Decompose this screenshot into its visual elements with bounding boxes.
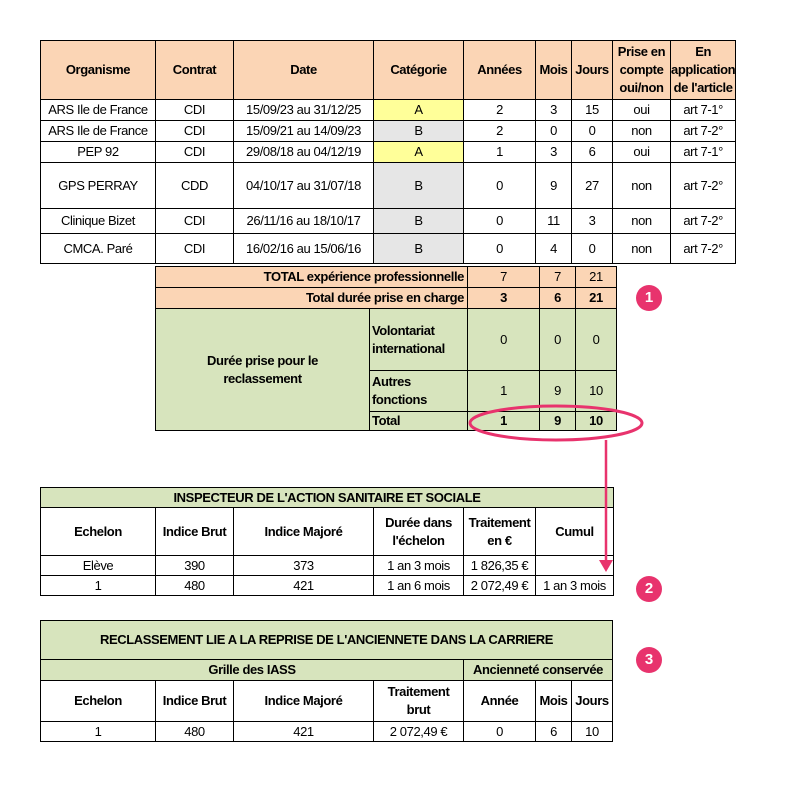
reclassement-total-mois: 9 (540, 412, 576, 431)
brut-cell: 480 (156, 576, 234, 596)
annee-cell: 0 (464, 722, 536, 742)
total-experience-annees: 7 (468, 267, 540, 288)
jours-cell: 10 (572, 722, 613, 742)
col-traitement-l2: brut (406, 702, 431, 717)
reclassement-title: RECLASSEMENT LIE A LA REPRISE DE L'ANCIENNETE DANS LA CARRIERE (41, 621, 613, 660)
prise-cell: non (613, 121, 671, 142)
organisme-cell: ARS Ile de France (41, 100, 156, 121)
duree-cell: 1 an 6 mois (374, 576, 464, 596)
volontariat-mois: 0 (540, 309, 576, 371)
total-prise-annees: 3 (468, 288, 540, 309)
col-annee: Année (464, 681, 536, 722)
contrat-cell: CDD (156, 163, 234, 209)
organisme-cell: PEP 92 (41, 142, 156, 163)
autres-jours: 10 (576, 371, 617, 412)
mois-cell: 3 (536, 100, 572, 121)
autres-l2: fonctions (372, 392, 427, 407)
contrat-cell: CDI (156, 234, 234, 264)
total-experience-label: TOTAL expérience professionnelle (156, 267, 468, 288)
prise-cell: non (613, 209, 671, 234)
badge-three: 3 (636, 647, 662, 673)
col-indice-majore: Indice Majoré (234, 508, 374, 556)
col-duree-l1: Durée dans (385, 514, 452, 530)
col-contrat: Contrat (156, 41, 234, 100)
volontariat-jours: 0 (576, 309, 617, 371)
prise-cell: non (613, 234, 671, 264)
prise-cell: oui (613, 100, 671, 121)
date-cell: 26/11/16 au 18/10/17 (234, 209, 374, 234)
col-indice-majore: Indice Majoré (234, 681, 374, 722)
total-prise-jours: 21 (576, 288, 617, 309)
date-cell: 04/10/17 au 31/07/18 (234, 163, 374, 209)
col-traitement-l1: Traitement (468, 514, 531, 530)
article-cell: art 7-2° (671, 121, 736, 142)
contrat-cell: CDI (156, 100, 234, 121)
jours-cell: 0 (572, 234, 613, 264)
reclassement-total-annees: 1 (468, 412, 540, 431)
prise-cell: oui (613, 142, 671, 163)
categorie-cell: A (374, 142, 464, 163)
autres-annees: 1 (468, 371, 540, 412)
traitement-cell: 2 072,49 € (374, 722, 464, 742)
col-traitement-l1: Traitement (387, 684, 450, 699)
duree-cell: 1 an 3 mois (374, 556, 464, 576)
col-echelon: Echelon (41, 681, 156, 722)
col-echelon: Echelon (41, 508, 156, 556)
arrow-head (599, 560, 613, 572)
traitement-cell: 1 826,35 € (464, 556, 536, 576)
col-jours: Jours (572, 41, 613, 100)
col-date: Date (234, 41, 374, 100)
jours-cell: 0 (572, 121, 613, 142)
echelon-cell: 1 (41, 722, 156, 742)
annees-cell: 0 (464, 209, 536, 234)
majore-cell: 373 (234, 556, 374, 576)
col-prise-l2: compte (619, 62, 664, 77)
annees-cell: 0 (464, 234, 536, 264)
jours-cell: 3 (572, 209, 613, 234)
date-cell: 15/09/21 au 14/09/23 (234, 121, 374, 142)
brut-cell: 480 (156, 722, 234, 742)
date-cell: 16/02/16 au 15/06/16 (234, 234, 374, 264)
col-mois: Mois (536, 41, 572, 100)
anciennete-label: Ancienneté conservée (464, 660, 613, 681)
majore-cell: 421 (234, 576, 374, 596)
organisme-cell: GPS PERRAY (41, 163, 156, 209)
echelon-cell: 1 (41, 576, 156, 596)
organisme-cell: Clinique Bizet (41, 209, 156, 234)
inspecteur-title: INSPECTEUR DE L'ACTION SANITAIRE ET SOCIALE (41, 488, 614, 508)
col-annees: Années (464, 41, 536, 100)
reclassement-total-label: Total (370, 412, 468, 431)
traitement-cell: 2 072,49 € (464, 576, 536, 596)
contrat-cell: CDI (156, 209, 234, 234)
col-cumul: Cumul (536, 508, 614, 556)
col-indice-brut: Indice Brut (156, 681, 234, 722)
col-article-l3: de l'article (673, 80, 733, 95)
autres-mois: 9 (540, 371, 576, 412)
mois-cell: 0 (536, 121, 572, 142)
categorie-cell: B (374, 163, 464, 209)
grille-label: Grille des IASS (41, 660, 464, 681)
col-duree-l2: l'échelon (392, 532, 445, 548)
highlight-ellipse (470, 406, 642, 440)
prise-cell: non (613, 163, 671, 209)
col-organisme: Organisme (41, 41, 156, 100)
article-cell: art 7-2° (671, 163, 736, 209)
badge-two: 2 (636, 576, 662, 602)
organisme-cell: CMCA. Paré (41, 234, 156, 264)
mois-cell: 11 (536, 209, 572, 234)
col-prise-l3: oui/non (619, 80, 664, 95)
categorie-cell: B (374, 234, 464, 264)
majore-cell: 421 (234, 722, 374, 742)
reclassement-label-l1: Durée prise pour le (207, 352, 318, 368)
badge-one: 1 (636, 285, 662, 311)
total-prise-label: Total durée prise en charge (156, 288, 468, 309)
col-article-l1: En (695, 44, 712, 59)
brut-cell: 390 (156, 556, 234, 576)
article-cell: art 7-2° (671, 234, 736, 264)
jours-cell: 15 (572, 100, 613, 121)
categorie-cell: A (374, 100, 464, 121)
mois-cell: 3 (536, 142, 572, 163)
volontariat-l2: international (372, 340, 445, 356)
col-traitement-l2: en € (487, 532, 512, 548)
date-cell: 15/09/23 au 31/12/25 (234, 100, 374, 121)
reclassement-total-jours: 10 (576, 412, 617, 431)
contrat-cell: CDI (156, 121, 234, 142)
article-cell: art 7-2° (671, 209, 736, 234)
annees-cell: 1 (464, 142, 536, 163)
contrat-cell: CDI (156, 142, 234, 163)
annees-cell: 0 (464, 163, 536, 209)
categorie-cell: B (374, 209, 464, 234)
jours-cell: 27 (572, 163, 613, 209)
volontariat-l1: Volontariat (372, 322, 435, 338)
col-indice-brut: Indice Brut (156, 508, 234, 556)
total-experience-jours: 21 (576, 267, 617, 288)
jours-cell: 6 (572, 142, 613, 163)
total-experience-mois: 7 (540, 267, 576, 288)
col-prise-l1: Prise en (617, 44, 666, 59)
mois-cell: 6 (536, 722, 572, 742)
mois-cell: 9 (536, 163, 572, 209)
cumul-cell: 1 an 3 mois (536, 576, 614, 596)
article-cell: art 7-1° (671, 142, 736, 163)
reclassement-label-l2: reclassement (223, 370, 302, 386)
organisme-cell: ARS Ile de France (41, 121, 156, 142)
echelon-cell: Elève (41, 556, 156, 576)
annees-cell: 2 (464, 121, 536, 142)
autres-l1: Autres (372, 374, 411, 389)
col-mois: Mois (536, 681, 572, 722)
col-jours: Jours (572, 681, 613, 722)
categorie-cell: B (374, 121, 464, 142)
mois-cell: 4 (536, 234, 572, 264)
article-cell: art 7-1° (671, 100, 736, 121)
annees-cell: 2 (464, 100, 536, 121)
col-article-l2: application (671, 62, 736, 77)
col-categorie: Catégorie (374, 41, 464, 100)
volontariat-annees: 0 (468, 309, 540, 371)
total-prise-mois: 6 (540, 288, 576, 309)
date-cell: 29/08/18 au 04/12/19 (234, 142, 374, 163)
